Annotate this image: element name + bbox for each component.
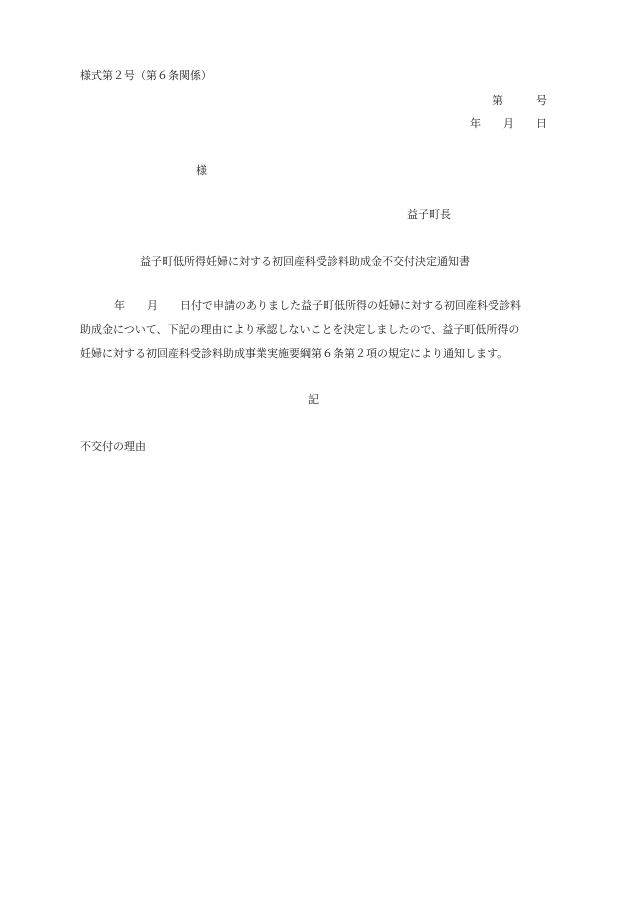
body-paragraph-line-3: 妊婦に対する初回産科受診料助成事業実施要綱第６条第２項の規定により通知します。 [80, 347, 509, 360]
form-number: 様式第２号（第６条関係） [80, 69, 212, 82]
reason-label: 不交付の理由 [80, 440, 146, 453]
sender-name: 益子町長 [407, 208, 451, 221]
addressee-honorific: 様 [196, 164, 207, 177]
document-title: 益子町低所得妊婦に対する初回産科受診料助成金不交付決定通知書 [140, 255, 470, 268]
body-paragraph-line-2: 助成金について、下記の理由により承認しないことを決定しましたので、益子町低所得の [80, 323, 520, 336]
body-line-1-text: 年 月 日付で申請のありました益子町低所得の妊婦に対する初回産科受診料 [114, 299, 521, 312]
body-paragraph-line-1 [80, 299, 521, 313]
ki-heading: 記 [308, 393, 319, 406]
document-date: 年 月 日 [470, 117, 547, 130]
document-number: 第 号 [492, 94, 547, 107]
